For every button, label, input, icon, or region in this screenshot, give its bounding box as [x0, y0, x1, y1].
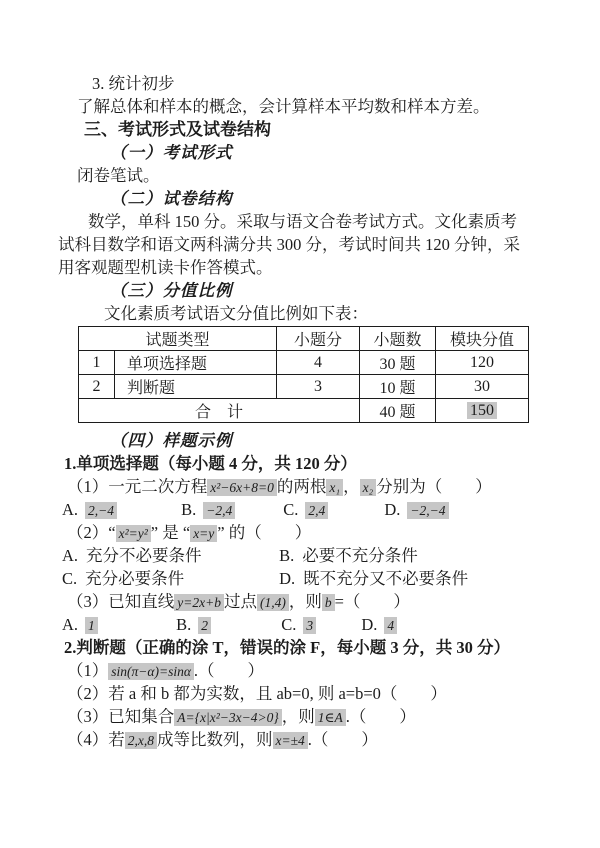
question-block-1-title: 1.单项选择题（每小题 4 分，共 120 分）: [64, 454, 357, 473]
option-label: A.: [62, 615, 79, 634]
row-number: 2: [79, 375, 115, 399]
header-item-count: 小题数: [360, 327, 436, 351]
question-1-1-options: [58, 498, 558, 521]
option-value: 必要不充分条件: [302, 546, 418, 565]
question-2-3: [58, 705, 558, 728]
question-text: ，则: [281, 707, 315, 726]
question-text: ，则: [288, 592, 322, 611]
question-1-2-options-row1: [58, 544, 558, 567]
formula-highlight: y=2x+b: [174, 594, 224, 611]
header-module-score: 模块分值: [436, 327, 529, 351]
question-text: （2）若 a 和 b 都为实数，且 ab=0, 则 a=b=0（ ）: [67, 684, 447, 703]
question-text: 分别为（ ）: [376, 477, 492, 496]
option-d: [361, 613, 397, 637]
subsection-4-heading: （四）样题示例: [110, 431, 233, 450]
formula-highlight: 1∈A: [315, 709, 346, 726]
option-value-highlight: 3: [303, 617, 316, 634]
question-text: （1）: [67, 661, 109, 680]
formula-highlight: A={x|x²−3x−4>0}: [174, 709, 281, 726]
option-a: [62, 498, 177, 522]
stat-section-body: 了解总体和样本的概念，会计算样本平均数和样本方差。: [77, 97, 490, 116]
option-c: [281, 613, 357, 637]
option-d: [384, 498, 448, 522]
option-label: A.: [62, 546, 79, 565]
option-value-highlight: −2,−4: [407, 502, 448, 519]
header-question-type: 试题类型: [79, 327, 277, 351]
option-label: D.: [279, 569, 296, 588]
subsection-2-heading: （二）试卷结构: [110, 189, 233, 208]
formula-highlight: x=y: [190, 525, 217, 542]
question-2-4: [58, 728, 558, 751]
stat-section-heading: 3. 统计初步: [92, 74, 175, 93]
option-a: [62, 544, 275, 567]
option-label: B.: [279, 546, 295, 565]
option-value-highlight: 2: [198, 617, 211, 634]
option-label: B.: [176, 615, 192, 634]
subsection-1-heading: （一）考试形式: [110, 143, 233, 162]
row-type: 单项选择题: [115, 351, 277, 375]
subsection-1-body: 闭卷笔试。: [77, 166, 160, 185]
option-label: D.: [384, 500, 401, 519]
formula-highlight: x₁: [326, 479, 343, 496]
option-d: [279, 567, 468, 590]
question-text: （2）“: [67, 523, 116, 542]
question-1-1: [58, 475, 558, 498]
option-label: A.: [62, 500, 79, 519]
option-label: C.: [62, 569, 78, 588]
row-number: 1: [79, 351, 115, 375]
formula-highlight: (1,4): [257, 594, 289, 611]
row-score: 4: [277, 351, 360, 375]
question-text: ” 是 “: [150, 523, 191, 542]
formula-highlight: sin(π−α)=sinα: [108, 663, 194, 680]
question-text: 过点: [223, 592, 257, 611]
row-type: 判断题: [115, 375, 277, 399]
option-c: [62, 567, 275, 590]
question-block-2-title: 2.判断题（正确的涂 T，错误的涂 F，每小题 3 分，共 30 分）: [64, 638, 510, 657]
table-intro-line: 文化素质考试语文分值比例如下表：: [104, 304, 368, 323]
section-3-heading: 三、考试形式及试卷结构: [84, 120, 271, 139]
table-row: [79, 375, 529, 399]
option-b: [181, 498, 279, 522]
option-value: 充分不必要条件: [86, 546, 202, 565]
option-value: 充分必要条件: [85, 569, 185, 588]
table-row: [79, 351, 529, 375]
option-b: [176, 613, 277, 637]
formula-highlight: x₂: [360, 479, 377, 496]
question-1-3-options: [58, 613, 558, 636]
question-text: ” 的（ ）: [217, 523, 312, 542]
option-label: C.: [281, 615, 297, 634]
row-module: 30: [436, 375, 529, 399]
question-1-2: [58, 521, 558, 544]
option-value-highlight: −2,4: [203, 502, 235, 519]
formula-highlight: x=±4: [273, 732, 308, 749]
option-c: [283, 498, 380, 522]
question-text: .（ ）: [307, 730, 378, 749]
formula-highlight: b: [322, 594, 335, 611]
question-1-2-options-row2: [58, 567, 558, 590]
option-value-highlight: 4: [384, 617, 397, 634]
question-2-1: [58, 659, 558, 682]
question-text: （3）已知集合: [67, 707, 175, 726]
total-count: 40 题: [360, 399, 436, 423]
table-total-row: [79, 399, 529, 423]
formula-highlight: x²−6x+8=0: [207, 479, 277, 496]
row-score: 3: [277, 375, 360, 399]
subsection-3-heading: （三）分值比例: [110, 281, 233, 300]
option-label: C.: [283, 500, 299, 519]
row-module: 120: [436, 351, 529, 375]
score-distribution-table: [78, 326, 529, 423]
option-value-highlight: 2,4: [305, 502, 328, 519]
option-value-highlight: 1: [85, 617, 98, 634]
formula-highlight: 2,x,8: [125, 732, 157, 749]
formula-highlight: x²=y²: [116, 525, 151, 542]
total-module: [436, 399, 529, 423]
question-1-3: [58, 590, 558, 613]
structure-paragraph-line2: 试科目数学和语文两科满分共 300 分，考试时间共 120 分钟，采: [58, 235, 520, 254]
option-a: [62, 613, 172, 637]
question-2-2: [58, 682, 558, 705]
question-text: （1）一元二次方程: [67, 477, 208, 496]
structure-paragraph-line1: 数学，单科 150 分。采取与语文合卷考试方式。文化素质考: [88, 212, 517, 231]
option-value: 既不充分又不必要条件: [303, 569, 469, 588]
table-header-row: [79, 327, 529, 351]
header-item-score: 小题分: [277, 327, 360, 351]
total-label: 合 计: [79, 399, 360, 423]
question-text: （4）若: [67, 730, 125, 749]
total-module-value: 150: [467, 402, 497, 419]
option-value-highlight: 2,−4: [85, 502, 117, 519]
question-text: =（ ）: [334, 592, 410, 611]
question-text: .（ ）: [345, 707, 416, 726]
question-text: 的两根: [276, 477, 327, 496]
structure-paragraph-line3: 用客观题型机读卡作答模式。: [58, 258, 273, 277]
question-text: 成等比数列，则: [157, 730, 273, 749]
question-text: .（ ）: [193, 661, 265, 680]
option-label: B.: [181, 500, 197, 519]
option-label: D.: [361, 615, 378, 634]
row-count: 30 题: [360, 351, 436, 375]
row-count: 10 题: [360, 375, 436, 399]
question-text: （3）已知直线: [67, 592, 175, 611]
option-b: [279, 544, 418, 567]
question-text: ，: [343, 477, 360, 496]
